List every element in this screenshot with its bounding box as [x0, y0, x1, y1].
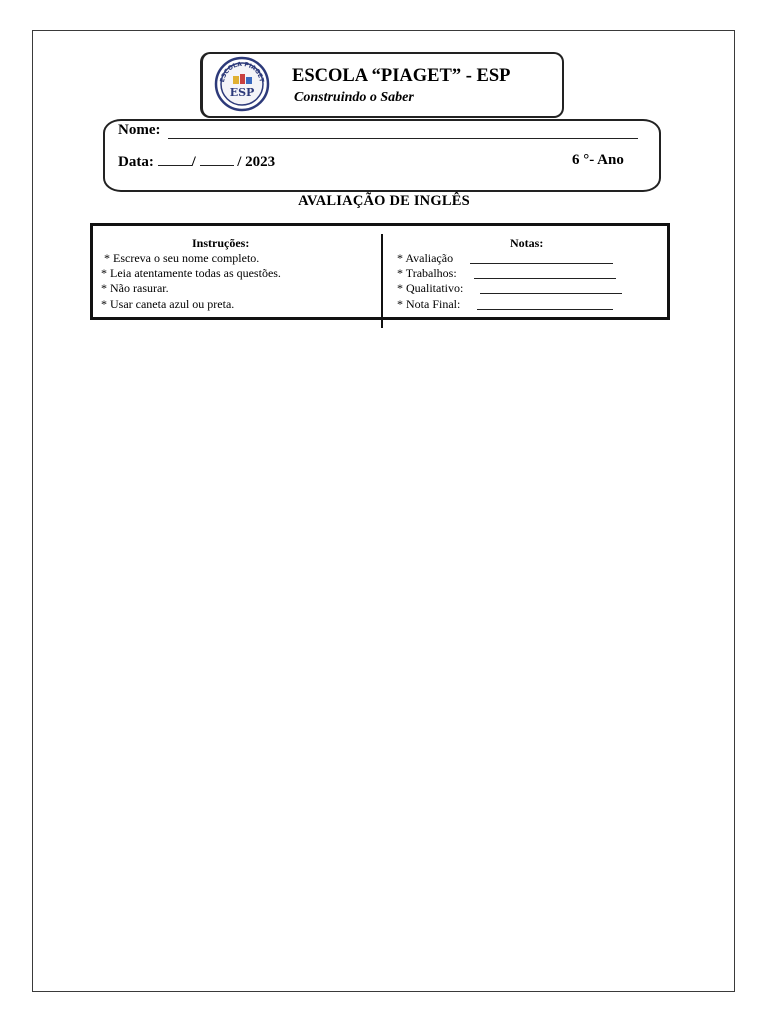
date-day-field[interactable] — [158, 152, 192, 166]
instruction-item: * Usar caneta azul ou preta. — [101, 297, 235, 311]
notes-field-trabalhos[interactable] — [474, 278, 616, 279]
school-name: ESCOLA “PIAGET” - ESP — [292, 66, 511, 86]
notes-field-nota-final[interactable] — [477, 309, 613, 310]
notes-heading: Notas: — [510, 236, 544, 250]
school-logo-icon — [214, 56, 270, 112]
grade-label: 6 °- Ano — [572, 152, 624, 168]
instructions-heading: Instruções: — [192, 236, 250, 250]
notes-field-qualitativo[interactable] — [480, 293, 622, 294]
table-divider — [381, 234, 383, 328]
name-label: Nome: — [118, 122, 161, 138]
logo-center-text: ESP — [229, 86, 255, 99]
instruction-item: * Leia atentamente todas as questões. — [101, 266, 281, 280]
notes-item-qualitativo: * Qualitativo: — [397, 281, 464, 295]
notes-item-nota-final: * Nota Final: — [397, 297, 461, 311]
notes-item-avaliacao: * Avaliação — [397, 251, 454, 265]
notes-item-trabalhos: * Trabalhos: — [397, 266, 457, 280]
instruction-item: * Não rasurar. — [101, 281, 169, 295]
notes-field-avaliacao[interactable] — [470, 263, 613, 264]
logo-arc-text: ESCOLA PIAGET — [219, 60, 265, 83]
date-row — [118, 152, 275, 171]
date-label: Data: — [118, 154, 154, 170]
school-motto: Construindo o Saber — [294, 90, 414, 105]
instruction-item: * Escreva o seu nome completo. — [104, 251, 260, 265]
name-field[interactable] — [168, 138, 638, 139]
date-month-field[interactable] — [200, 152, 234, 166]
date-year: / 2023 — [237, 154, 276, 170]
date-separator: / — [191, 154, 196, 170]
exam-title: AVALIAÇÃO DE INGLÊS — [298, 193, 470, 209]
